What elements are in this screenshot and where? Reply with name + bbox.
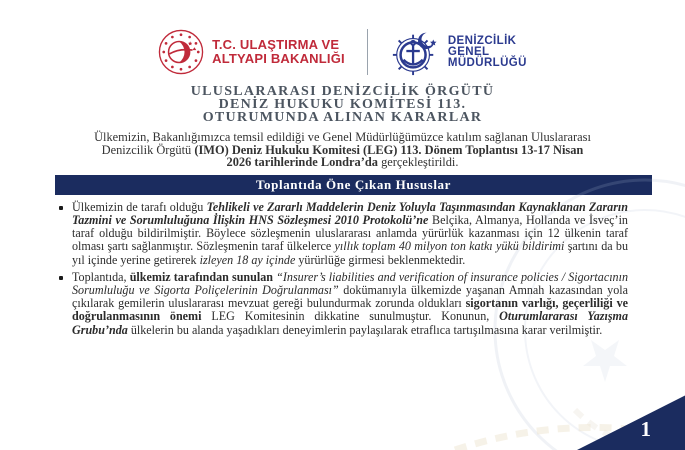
ministry-name-line2: ALTYAPI BAKANLIĞI (212, 51, 345, 66)
list-item: Ülkemizin de tarafı olduğu Tehlikeli ve Zararlı Maddelerin Deniz Yoluyla Taşınmasından Kaynaklanan Zararın Tazmini ve Sorumluluğuna İlişkin HNS Sözleşmesi 2010 Protokolü’ne Belçika, Almanya, Hollanda ve İsveç’in taraf olduğu bildirilmiştir. Böylece sözleşmenin uluslararası anlamda yürürlük kazanması için 12 ülkenin taraf olması şartı sağlanmıştır. Sözleşmenin taraf ülkelerce yıllık toplam 40 milyon ton katkı yükü bildirimi şartını da bu yıl içinde yerine getirerek izleyen 18 ay içinde yürürlüğe girmesi beklenmektedir. (57, 201, 628, 267)
directorate-name-line2: GENEL (447, 45, 490, 58)
page-number: 1 (640, 417, 651, 441)
directorate-name-line3: MÜDÜRLÜĞÜ (447, 56, 527, 69)
directorate-emblem-icon (390, 27, 440, 77)
intro-paragraph: Ülkemizin, Bakanlığımızca temsil edildiği ve Genel Müdürlüğümüzce katılım sağlanan Uluslararası Denizcilik Örgütü (IMO) Deniz Hukuku Komitesi (LEG) 113. Dönem Toplantısı 13-17 Nisan 2026 tarihlerinde Londra’da gerçekleştirildi. (94, 130, 591, 170)
document-title-line2: DENİZ HUKUKU KOMİTESİ 113. (218, 97, 467, 112)
ministry-name (212, 38, 345, 66)
ministry-logo (158, 29, 345, 75)
highlights-list (57, 201, 628, 337)
ministry-name-line1: T.C. ULAŞTIRMA VE (212, 37, 340, 52)
document-title (0, 85, 685, 124)
directorate-logo (390, 27, 527, 77)
ministry-emblem-icon (158, 29, 204, 75)
logo-divider (367, 29, 368, 75)
section-heading: Toplantıda Öne Çıkan Hususlar (255, 176, 451, 192)
document-title-line1: ULUSLARARASI DENİZCİLİK ÖRGÜTÜ (190, 84, 495, 99)
list-item: Toplantıda, ülkemiz tarafından sunulan “Insurer’s liabilities and verification of insurance policies / Sigortacının Sorumluluğu ve Sigorta Poliçelerinin Doğrulanması” dokümanıyla ülkemizde yaşanan Amnah kazasından yola çıkılarak gemilerin uluslararası mevzuat gereği bulundurmak zorunda oldukları sigortanın varlığı, geçerliliği ve doğrulanmasının önemi LEG Komitesinin dikkatine sunulmuştur. Konunun, Oturumlararası Yazışma Grubu’nda ülkelerin bu alanda yaşadıkları deneyimlerin paylaşılarak etraflıca tartışılmasına karar verilmiştir. (57, 271, 628, 337)
document-header (0, 0, 685, 78)
section-heading-bar (55, 175, 652, 195)
page-corner-triangle (577, 392, 685, 450)
document-title-line3: OTURUMUNDA ALINAN KARARLAR (202, 110, 483, 125)
directorate-name-line1: DENİZCİLİK (447, 34, 517, 47)
directorate-name (448, 36, 527, 69)
